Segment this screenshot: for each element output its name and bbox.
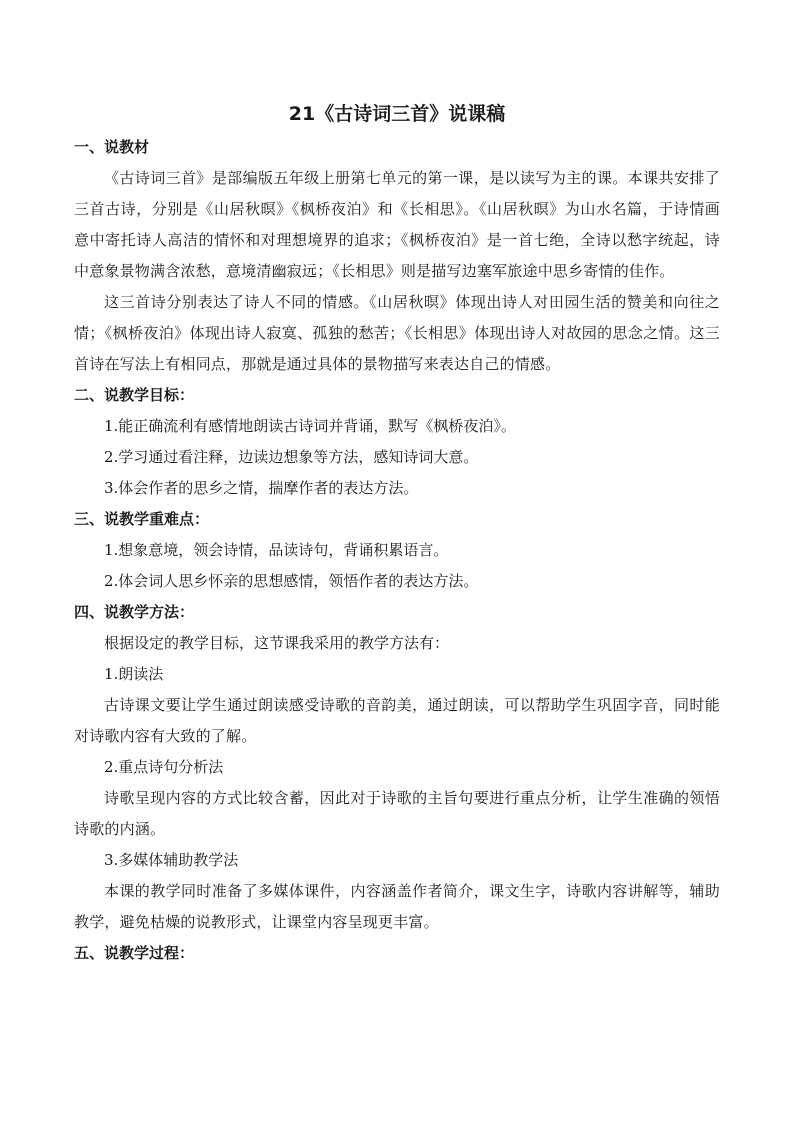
document-title: 21《古诗词三首》说课稿: [288, 103, 506, 125]
method-text-multimedia: 本课的教学同时准备了多媒体课件，内容涵盖作者简介，课文生字，诗歌内容讲解等，辅助教学，避免枯燥的说教形式，让课堂内容呈现更丰富。: [74, 882, 720, 931]
method-text-reading: 古诗课文要让学生通过朗读感受诗歌的音韵美，通过朗读，可以帮助学生巩固字音，同时能对诗歌内容有大致的了解。: [74, 696, 720, 745]
section-heading-objectives: 二、说教学目标：: [74, 386, 195, 404]
method-title-analysis: 2.重点诗句分析法: [104, 758, 224, 776]
section-heading-methods: 四、说教学方法：: [74, 603, 195, 621]
section-heading-process: 五、说教学过程：: [74, 944, 195, 962]
objective-item: 2.学习通过看注释，边读边想象等方法，感知诗词大意。: [104, 448, 479, 466]
method-title-multimedia: 3.多媒体辅助教学法: [104, 851, 239, 869]
objective-item: 3.体会作者的思乡之情，揣摩作者的表达方法。: [104, 479, 419, 497]
methods-intro: 根据设定的教学目标，这节课我采用的教学方法有：: [104, 634, 450, 652]
section-heading-key-points: 三、说教学重难点：: [74, 510, 210, 528]
key-point-item: 1.想象意境，领会诗情，品读诗句，背诵积累语言。: [104, 541, 449, 559]
textbook-paragraph-1: 《古诗词三首》是部编版五年级上册第七单元的第一课，是以读写为主的课。本课共安排了三首古诗，分别是《山居秋暝》《枫桥夜泊》和《长相思》。《山居秋暝》为山水名篇，于诗情画意中寄托诗人高洁的情怀和对理想境界的追求；《枫桥夜泊》是一首七绝，全诗以愁字统起，诗中意象景物满含浓愁，意境清幽寂远；《长相思》则是描写边塞军旅途中思乡寄情的佳作。: [74, 169, 720, 280]
objective-item: 1.能正确流利有感情地朗读古诗词并背诵，默写《枫桥夜泊》。: [104, 417, 516, 435]
textbook-paragraph-2: 这三首诗分别表达了诗人不同的情感。《山居秋暝》体现出诗人对田园生活的赞美和向往之情；《枫桥夜泊》体现出诗人寂寞、孤独的愁苦；《长相思》体现出诗人对故园的思念之情。这三首诗在写法上有相同点，那就是通过具体的景物描写来表达自己的情感。: [74, 293, 720, 373]
method-text-analysis: 诗歌呈现内容的方式比较含蓄，因此对于诗歌的主旨句要进行重点分析，让学生准确的领悟诗歌的内涵。: [74, 789, 720, 838]
key-point-item: 2.体会词人思乡怀亲的思想感情，领悟作者的表达方法。: [104, 572, 479, 590]
method-title-reading: 1.朗读法: [104, 665, 164, 683]
section-heading-textbook: 一、说教材: [74, 138, 150, 156]
